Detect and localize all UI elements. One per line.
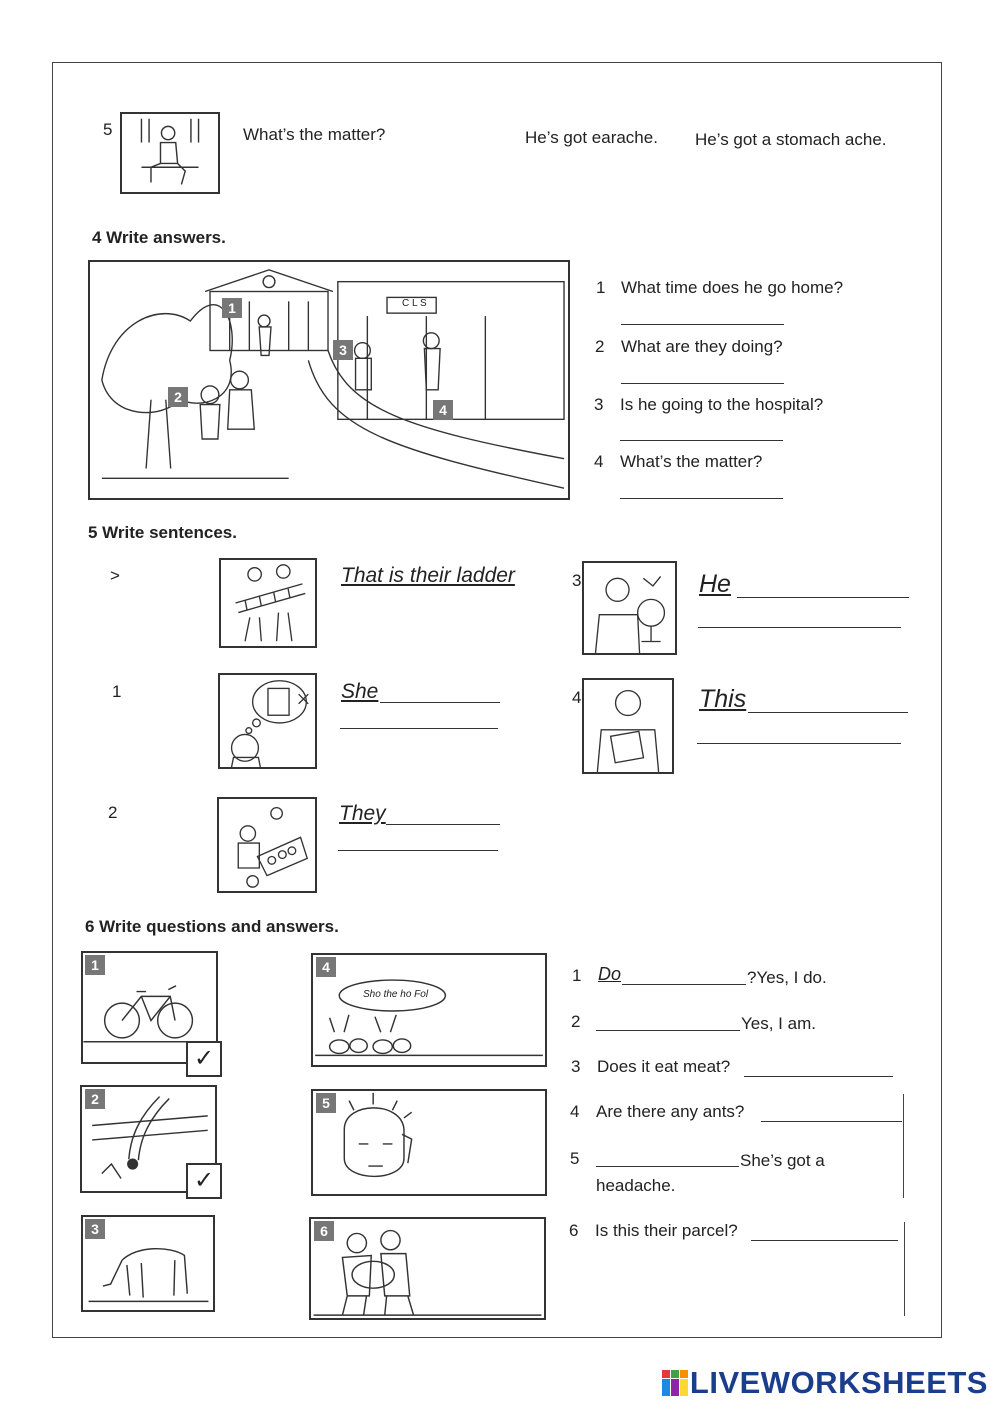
s6-badge-2: 2 [85,1089,105,1109]
s5-1-number: 1 [112,682,122,701]
scene-badge-1: 1 [222,298,242,318]
q4-1-number: 1 [596,278,606,297]
s6-q6-text: Is this their parcel? [595,1221,738,1240]
s5-example-sentence: That is their ladder [341,564,515,587]
q4-3-number: 3 [594,395,604,414]
top-option-b[interactable]: He’s got a stomach ache. [695,130,887,149]
top-item-number: 5 [103,120,113,139]
s6-q5-line[interactable] [596,1166,739,1167]
street-scene-picture [88,260,570,500]
ants-picture [311,953,547,1067]
section-6-heading: 6 Write questions and answers. [85,917,339,936]
s5-1-line-b[interactable] [340,728,498,729]
s6-q5-number: 5 [570,1149,580,1168]
s6-q1-start: Do [598,964,622,984]
q4-1-text: What time does he go home? [621,278,844,297]
s6-q5-end: She’s got a [740,1151,825,1170]
shop-sign: C L S [402,298,427,309]
q4-4-answer-line[interactable] [620,498,783,499]
s6-q1-end: ?Yes, I do. [747,968,827,987]
s5-3-start: He [699,570,731,598]
s5-1-line-a[interactable] [380,702,500,703]
scene-badge-4: 4 [433,400,453,420]
s6-q1-number: 1 [572,966,582,985]
s5-2-number: 2 [108,803,118,822]
scene-badge-2: 2 [168,387,188,407]
s6-q4-number: 4 [570,1102,580,1121]
liveworksheets-logo [662,1365,988,1401]
s5-4-start: This [699,685,747,713]
boy-sitting-picture [120,112,220,194]
s5-2-line-b[interactable] [338,850,498,851]
scene-badge-3: 3 [333,340,353,360]
s6-badge-1: 1 [85,955,105,975]
s6-q6-line[interactable] [751,1240,898,1241]
s6-q2-line[interactable] [596,1030,740,1031]
s5-3-number: 3 [572,571,582,590]
s6-q4-text: Are there any ants? [596,1102,745,1121]
s6-q5-end-2: headache. [596,1176,676,1195]
section-5-heading: 5 Write sentences. [88,523,237,542]
boy-globe-picture [582,561,677,655]
s6-badge-3: 3 [85,1219,105,1239]
q4-2-answer-line[interactable] [621,383,784,384]
s5-4-number: 4 [572,688,582,707]
s6-q3-line[interactable] [744,1076,893,1077]
q4-2-text: What are they doing? [621,337,783,356]
q4-2-number: 2 [595,337,605,356]
s6-badge-6: 6 [314,1221,334,1241]
s6-q2-end: Yes, I am. [741,1014,816,1033]
s5-1-start: She [341,680,379,703]
s6-q3-text: Does it eat meat? [597,1057,731,1076]
liveworksheets-logo-icon [662,1370,688,1396]
s5-2-line-a[interactable] [386,824,500,825]
q4-4-number: 4 [594,452,604,471]
ants-speech-bubble: Sho the ho Fol [363,989,429,1000]
s6-q4-line[interactable] [761,1121,902,1122]
q4-4-text: What’s the matter? [620,452,763,471]
s5-2-start: They [339,802,386,825]
s6-q1-line[interactable] [622,984,746,985]
s6-q6-number: 6 [569,1221,579,1240]
logo-text: LIVEWORKSHEETS [689,1365,988,1400]
top-option-a[interactable]: He’s got earache. [525,128,658,147]
q4-3-text: Is he going to the hospital? [620,395,824,414]
s5-4-line-b[interactable] [697,743,901,744]
s6-badge-4: 4 [316,957,336,977]
parcel-picture [309,1217,546,1320]
ladder-picture [219,558,317,648]
s6-badge-5: 5 [316,1093,336,1113]
top-question: What’s the matter? [243,125,386,144]
side-bar-2 [904,1222,905,1316]
headache-picture [311,1089,547,1196]
s5-example-marker: > [110,566,120,585]
s5-3-line-a[interactable] [737,597,909,598]
section-4-heading: 4 Write answers. [92,228,226,247]
q4-1-answer-line[interactable] [621,324,784,325]
q4-3-answer-line[interactable] [620,440,783,441]
boy-book-picture [582,678,674,774]
s6-q2-number: 2 [571,1012,581,1031]
side-bar-1 [903,1094,904,1198]
s6-check-2: ✓ [186,1163,222,1199]
girl-thinking-picture [218,673,317,769]
wheelbarrow-picture [217,797,317,893]
s5-3-line-b[interactable] [698,627,901,628]
s6-q3-number: 3 [571,1057,581,1076]
s6-check-1: ✓ [186,1041,222,1077]
s5-4-line-a[interactable] [748,712,908,713]
